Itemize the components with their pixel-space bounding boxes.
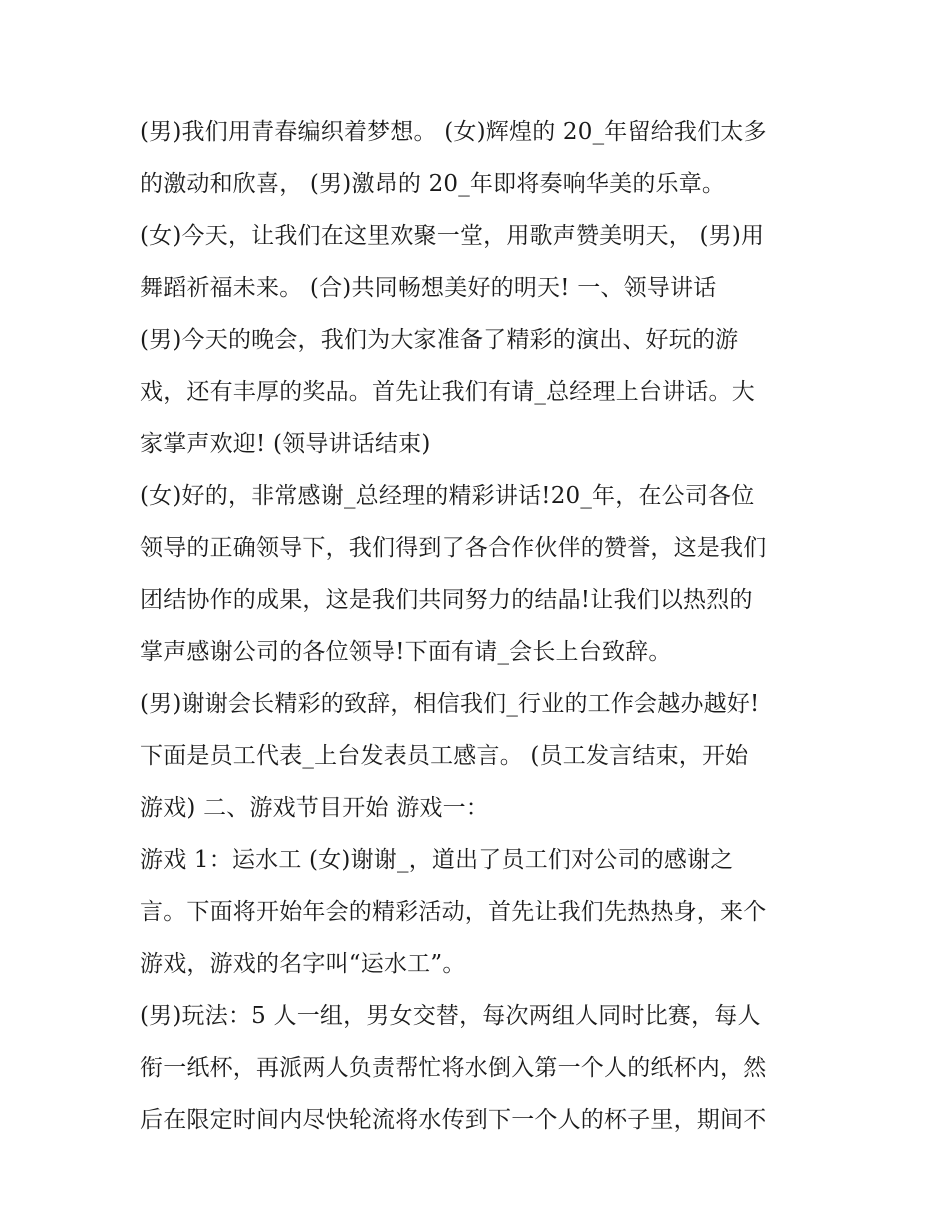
text-line-11: 掌声感谢公司的各位领导!下面有请_会长上台致辞。 [140, 639, 672, 665]
text-line-13: 下面是员工代表_上台发表员工感言。 (员工发言结束，开始 [140, 743, 749, 769]
text-line-8: (女)好的，非常感谢_总经理的精彩讲话!20_年，在公司各位 [140, 483, 755, 509]
text-line-20: 后在限定时间内尽快轮流将水传到下一个人的杯子里，期间不 [140, 1107, 767, 1133]
text-line-15: 游戏 1：运水工 (女)谢谢_，道出了员工们对公司的感谢之 [140, 847, 734, 873]
text-line-12: (男)谢谢会长精彩的致辞，相信我们_行业的工作会越办越好! [140, 691, 760, 717]
text-line-5: (男)今天的晚会，我们为大家准备了精彩的演出、好玩的游 [140, 327, 739, 353]
text-line-3: (女)今天，让我们在这里欢聚一堂，用歌声赞美明天， (男)用 [140, 223, 765, 249]
text-line-10: 团结协作的成果，这是我们共同努力的结晶!让我们以热烈的 [140, 587, 753, 613]
text-line-7: 家掌声欢迎! (领导讲话结束) [140, 431, 431, 457]
text-line-2: 的激动和欣喜， (男)激昂的 20_年即将奏响华美的乐章。 [140, 171, 726, 197]
text-line-18: (男)玩法：5 人一组，男女交替，每次两组人同时比赛，每人 [140, 1003, 761, 1029]
text-line-14: 游戏) 二、游戏节目开始 游戏一： [140, 795, 489, 821]
text-line-16: 言。下面将开始年会的精彩活动，首先让我们先热热身，来个 [140, 899, 767, 925]
text-line-6: 戏，还有丰厚的奖品。首先让我们有请_总经理上台讲话。大 [140, 379, 755, 405]
text-line-1: (男)我们用青春编织着梦想。 (女)辉煌的 20_年留给我们太多 [140, 119, 767, 145]
text-line-17: 游戏，游戏的名字叫“运水工”。 [140, 951, 466, 977]
text-line-9: 领导的正确领导下，我们得到了各合作伙伴的赞誉，这是我们 [140, 535, 767, 561]
text-line-4: 舞蹈祈福未来。 (合)共同畅想美好的明天! 一、领导讲话 [140, 275, 717, 301]
document-body [140, 106, 820, 1146]
text-line-19: 衔一纸杯，再派两人负责帮忙将水倒入第一个人的纸杯内，然 [140, 1055, 767, 1081]
